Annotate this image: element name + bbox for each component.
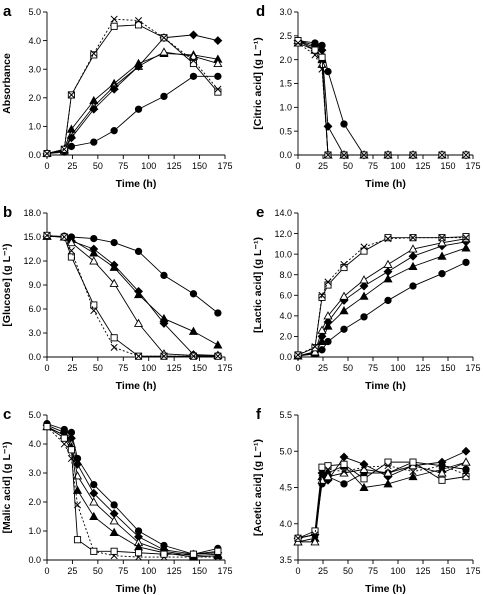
- point-b-s1-8: [214, 341, 222, 348]
- x-axis-label-f: Time (h): [365, 583, 406, 595]
- x-tick-label-d-1: 25: [317, 161, 329, 171]
- y-tick-label-d-2: 1.0: [279, 102, 292, 113]
- point-e-s3-5: [360, 276, 368, 283]
- point-a-s3-7: [190, 31, 198, 39]
- point-b-s0-6: [161, 272, 167, 278]
- y-tick-label-d-4: 2.0: [279, 54, 292, 65]
- x-tick-label-a-4: 100: [141, 161, 157, 171]
- x-tick-label-e-3: 75: [367, 363, 379, 373]
- panel-f: [252, 406, 481, 595]
- point-e-s1-4: [340, 307, 348, 314]
- y-tick-label-d-1: 0.5: [279, 126, 292, 137]
- x-tick-label-d-7: 175: [465, 161, 481, 171]
- x-tick-label-d-6: 150: [440, 161, 456, 171]
- panel-label-d: d: [256, 3, 266, 20]
- y-tick-label-f-1: 4.0: [279, 518, 292, 529]
- point-a-s0-5: [135, 106, 141, 112]
- point-f-s0-4: [341, 481, 347, 487]
- x-tick-label-d-3: 75: [367, 161, 379, 171]
- x-tick-label-c-3: 75: [118, 566, 129, 576]
- x-tick-label-f-5: 125: [415, 566, 431, 576]
- x-tick-label-b-1: 25: [67, 363, 78, 373]
- y-tick-label-a-2: 2.0: [28, 93, 41, 103]
- x-axis-label-e: Time (h): [365, 380, 406, 392]
- y-tick-label-e-3: 6.0: [279, 290, 292, 301]
- point-e-s2-6: [384, 268, 392, 276]
- point-c-s5-8: [190, 551, 196, 557]
- point-c-s5-5: [111, 548, 117, 554]
- x-tick-label-f-3: 75: [367, 566, 379, 576]
- x-tick-label-b-7: 175: [217, 363, 233, 373]
- axes-f: [298, 415, 473, 560]
- point-c-s5-6: [135, 550, 141, 556]
- point-c-s5-9: [215, 548, 221, 554]
- x-tick-label-e-1: 25: [317, 363, 329, 373]
- point-f-s4-3: [325, 463, 331, 469]
- y-tick-label-c-4: 4.0: [28, 439, 41, 450]
- point-e-s2-5: [360, 282, 368, 290]
- point-f-s4-8: [439, 477, 445, 483]
- point-e-s1-8: [438, 252, 446, 259]
- x-tick-label-d-2: 50: [342, 161, 354, 171]
- y-tick-label-c-0: 0.0: [28, 555, 41, 566]
- x-tick-label-e-0: 0: [295, 363, 301, 373]
- y-axis-label-d: [Citric acid] (g L⁻¹): [252, 37, 264, 130]
- x-tick-label-c-4: 100: [141, 566, 157, 576]
- point-f-s3-9: [462, 458, 470, 465]
- x-tick-label-e-5: 125: [415, 363, 431, 373]
- x-tick-label-c-5: 125: [166, 566, 182, 576]
- y-tick-label-b-3: 9.0: [28, 280, 41, 291]
- point-b-s4-2: [68, 254, 74, 260]
- y-axis-label-f: [Acetic acid] (g L⁻¹): [252, 438, 264, 537]
- x-tick-label-b-2: 50: [92, 363, 103, 373]
- point-d-s0-4: [341, 121, 347, 127]
- point-c-s3-5: [110, 529, 118, 536]
- point-b-s3-5: [135, 320, 143, 327]
- point-b-s0-3: [91, 235, 97, 241]
- x-tick-label-b-3: 75: [118, 363, 129, 373]
- point-e-s4-6: [385, 235, 391, 241]
- x-tick-label-f-4: 100: [390, 566, 406, 576]
- point-b-s4-4: [111, 335, 117, 341]
- point-e-s4-9: [463, 234, 469, 240]
- point-a-s0-4: [111, 127, 117, 133]
- series-line-b-0: [47, 236, 218, 313]
- y-tick-label-c-5: 5.0: [28, 410, 41, 421]
- point-c-s3-3: [74, 487, 82, 494]
- point-b-s0-7: [190, 291, 196, 297]
- x-axis-label-b: Time (h): [115, 380, 157, 392]
- panel-e: [252, 204, 481, 392]
- x-tick-label-a-2: 50: [92, 161, 103, 171]
- point-a-s0-2: [68, 143, 74, 149]
- y-tick-label-d-6: 3.0: [279, 7, 292, 18]
- point-b-s5-4: [111, 344, 117, 350]
- y-tick-label-e-4: 8.0: [279, 269, 292, 280]
- x-tick-label-b-4: 100: [141, 363, 157, 373]
- series-line-a-0: [47, 76, 218, 153]
- point-e-s3-6: [384, 261, 392, 268]
- x-axis-label-c: Time (h): [115, 583, 157, 595]
- panel-label-f: f: [256, 406, 261, 423]
- point-a-s0-3: [91, 139, 97, 145]
- point-e-s0-2: [319, 347, 325, 353]
- x-tick-label-c-2: 50: [92, 566, 103, 576]
- x-tick-label-f-0: 0: [295, 566, 301, 576]
- point-a-s0-8: [215, 73, 221, 79]
- point-e-s0-6: [385, 297, 391, 303]
- point-e-s0-7: [410, 283, 416, 289]
- x-tick-label-e-6: 150: [440, 363, 456, 373]
- point-a-s0-6: [161, 93, 167, 99]
- x-tick-label-e-7: 175: [465, 363, 481, 373]
- panel-label-b: b: [3, 204, 13, 221]
- x-tick-label-b-0: 0: [44, 363, 50, 373]
- y-tick-label-e-7: 14.0: [274, 208, 292, 219]
- panel-label-e: e: [256, 204, 265, 221]
- point-c-s5-3: [74, 537, 80, 543]
- x-tick-label-b-5: 125: [166, 363, 182, 373]
- y-tick-label-b-5: 15.0: [23, 232, 41, 243]
- point-a-s2-6: [160, 48, 168, 55]
- y-tick-label-a-4: 4.0: [28, 35, 41, 46]
- x-tick-label-a-3: 75: [118, 161, 129, 171]
- y-tick-label-e-6: 12.0: [274, 228, 292, 239]
- point-c-s5-4: [91, 548, 97, 554]
- point-a-s0-7: [190, 73, 196, 79]
- y-tick-label-b-2: 6.0: [28, 304, 41, 315]
- point-b-s3-3: [90, 257, 98, 264]
- x-tick-label-a-1: 25: [67, 161, 78, 171]
- point-e-s4-4: [341, 264, 347, 270]
- y-tick-label-a-1: 1.0: [28, 121, 41, 132]
- y-tick-label-d-5: 2.5: [279, 31, 292, 42]
- y-axis-label-a: Absorbance: [1, 53, 13, 114]
- point-c-s5-1: [61, 435, 67, 441]
- x-tick-label-c-7: 175: [217, 566, 233, 576]
- y-tick-label-f-4: 5.5: [279, 410, 292, 421]
- panel-b: [1, 204, 233, 392]
- y-tick-label-b-0: 0.0: [28, 352, 41, 363]
- x-tick-label-a-0: 0: [44, 161, 50, 171]
- y-tick-label-e-2: 4.0: [279, 311, 292, 322]
- point-d-s1-3: [324, 123, 332, 131]
- panel-c: [1, 406, 233, 595]
- point-c-s0-5: [111, 502, 117, 508]
- y-tick-label-e-1: 2.0: [279, 331, 292, 342]
- point-b-s0-5: [135, 248, 141, 254]
- point-f-s1-4: [340, 453, 348, 461]
- y-tick-label-c-2: 2.0: [28, 497, 41, 508]
- point-f-s1-9: [462, 447, 470, 455]
- x-tick-label-e-2: 50: [342, 363, 354, 373]
- point-e-s0-9: [463, 259, 469, 265]
- x-tick-label-a-5: 125: [166, 161, 182, 171]
- y-tick-label-e-0: 0.0: [279, 352, 292, 363]
- y-tick-label-d-3: 1.5: [279, 78, 292, 89]
- panel-d: [252, 3, 481, 190]
- panel-label-a: a: [3, 3, 12, 20]
- x-tick-label-d-4: 100: [390, 161, 406, 171]
- point-b-s0-8: [215, 310, 221, 316]
- point-b-s0-4: [111, 239, 117, 245]
- x-axis-label-d: Time (h): [365, 178, 406, 190]
- y-tick-label-e-5: 10.0: [274, 249, 292, 260]
- y-tick-label-f-0: 3.5: [279, 555, 292, 566]
- x-tick-label-e-4: 100: [390, 363, 406, 373]
- y-tick-label-b-6: 18.0: [23, 208, 41, 219]
- point-b-s1-7: [190, 328, 198, 335]
- point-f-s4-2: [319, 464, 325, 470]
- y-tick-label-f-3: 5.0: [279, 446, 292, 457]
- x-tick-label-a-6: 150: [192, 161, 208, 171]
- panel-label-c: c: [3, 406, 12, 423]
- point-d-s0-3: [325, 68, 331, 74]
- x-tick-label-a-7: 175: [217, 161, 233, 171]
- y-tick-label-c-1: 1.0: [28, 526, 41, 537]
- x-tick-label-f-2: 50: [342, 566, 354, 576]
- y-tick-label-b-1: 3.0: [28, 328, 41, 339]
- point-e-s0-8: [439, 270, 445, 276]
- x-axis-label-a: Time (h): [115, 178, 157, 190]
- point-f-s4-6: [385, 459, 391, 465]
- y-tick-label-a-0: 0.0: [28, 150, 41, 161]
- x-tick-label-c-6: 150: [192, 566, 208, 576]
- point-e-s1-5: [360, 293, 368, 300]
- point-c-s5-7: [161, 551, 167, 557]
- x-tick-label-f-6: 150: [440, 566, 456, 576]
- point-c-s2-4: [90, 498, 98, 505]
- y-tick-label-c-3: 3.0: [28, 468, 41, 479]
- x-tick-label-f-1: 25: [317, 566, 329, 576]
- point-c-s3-4: [90, 513, 98, 520]
- point-c-s5-2: [68, 447, 74, 453]
- point-e-s0-4: [341, 326, 347, 332]
- point-e-s3-4: [340, 293, 348, 300]
- x-tick-label-c-1: 25: [67, 566, 78, 576]
- x-tick-label-f-7: 175: [465, 566, 481, 576]
- y-tick-label-d-0: 0.0: [279, 150, 292, 161]
- y-axis-label-c: [Malic acid] (g L⁻¹): [1, 441, 13, 534]
- x-tick-label-d-0: 0: [295, 161, 301, 171]
- point-f-s4-4: [341, 461, 347, 467]
- y-tick-label-b-4: 12.0: [23, 256, 41, 267]
- point-c-s5-0: [44, 424, 50, 430]
- point-a-s4-4: [111, 23, 117, 29]
- point-e-s0-5: [361, 314, 367, 320]
- panel-a: [1, 3, 233, 190]
- point-d-s4-2: [319, 54, 325, 60]
- point-b-s4-3: [91, 302, 97, 308]
- y-axis-label-e: [Lactic acid] (g L⁻¹): [252, 237, 264, 333]
- y-tick-label-a-3: 3.0: [28, 64, 41, 75]
- axes-a: [47, 12, 225, 155]
- point-f-s4-5: [361, 476, 367, 482]
- point-e-s1-7: [409, 263, 417, 270]
- y-axis-label-b: [Glucose] (g L⁻¹): [1, 243, 13, 327]
- point-e-s2-7: [409, 252, 417, 260]
- point-f-s4-7: [410, 459, 416, 465]
- x-tick-label-c-0: 0: [44, 566, 50, 576]
- y-tick-label-f-2: 4.5: [279, 482, 292, 493]
- x-tick-label-b-6: 150: [192, 363, 208, 373]
- x-tick-label-d-5: 125: [415, 161, 431, 171]
- point-c-s0-4: [91, 481, 97, 487]
- y-tick-label-a-5: 5.0: [28, 7, 41, 18]
- point-a-s3-8: [214, 37, 222, 45]
